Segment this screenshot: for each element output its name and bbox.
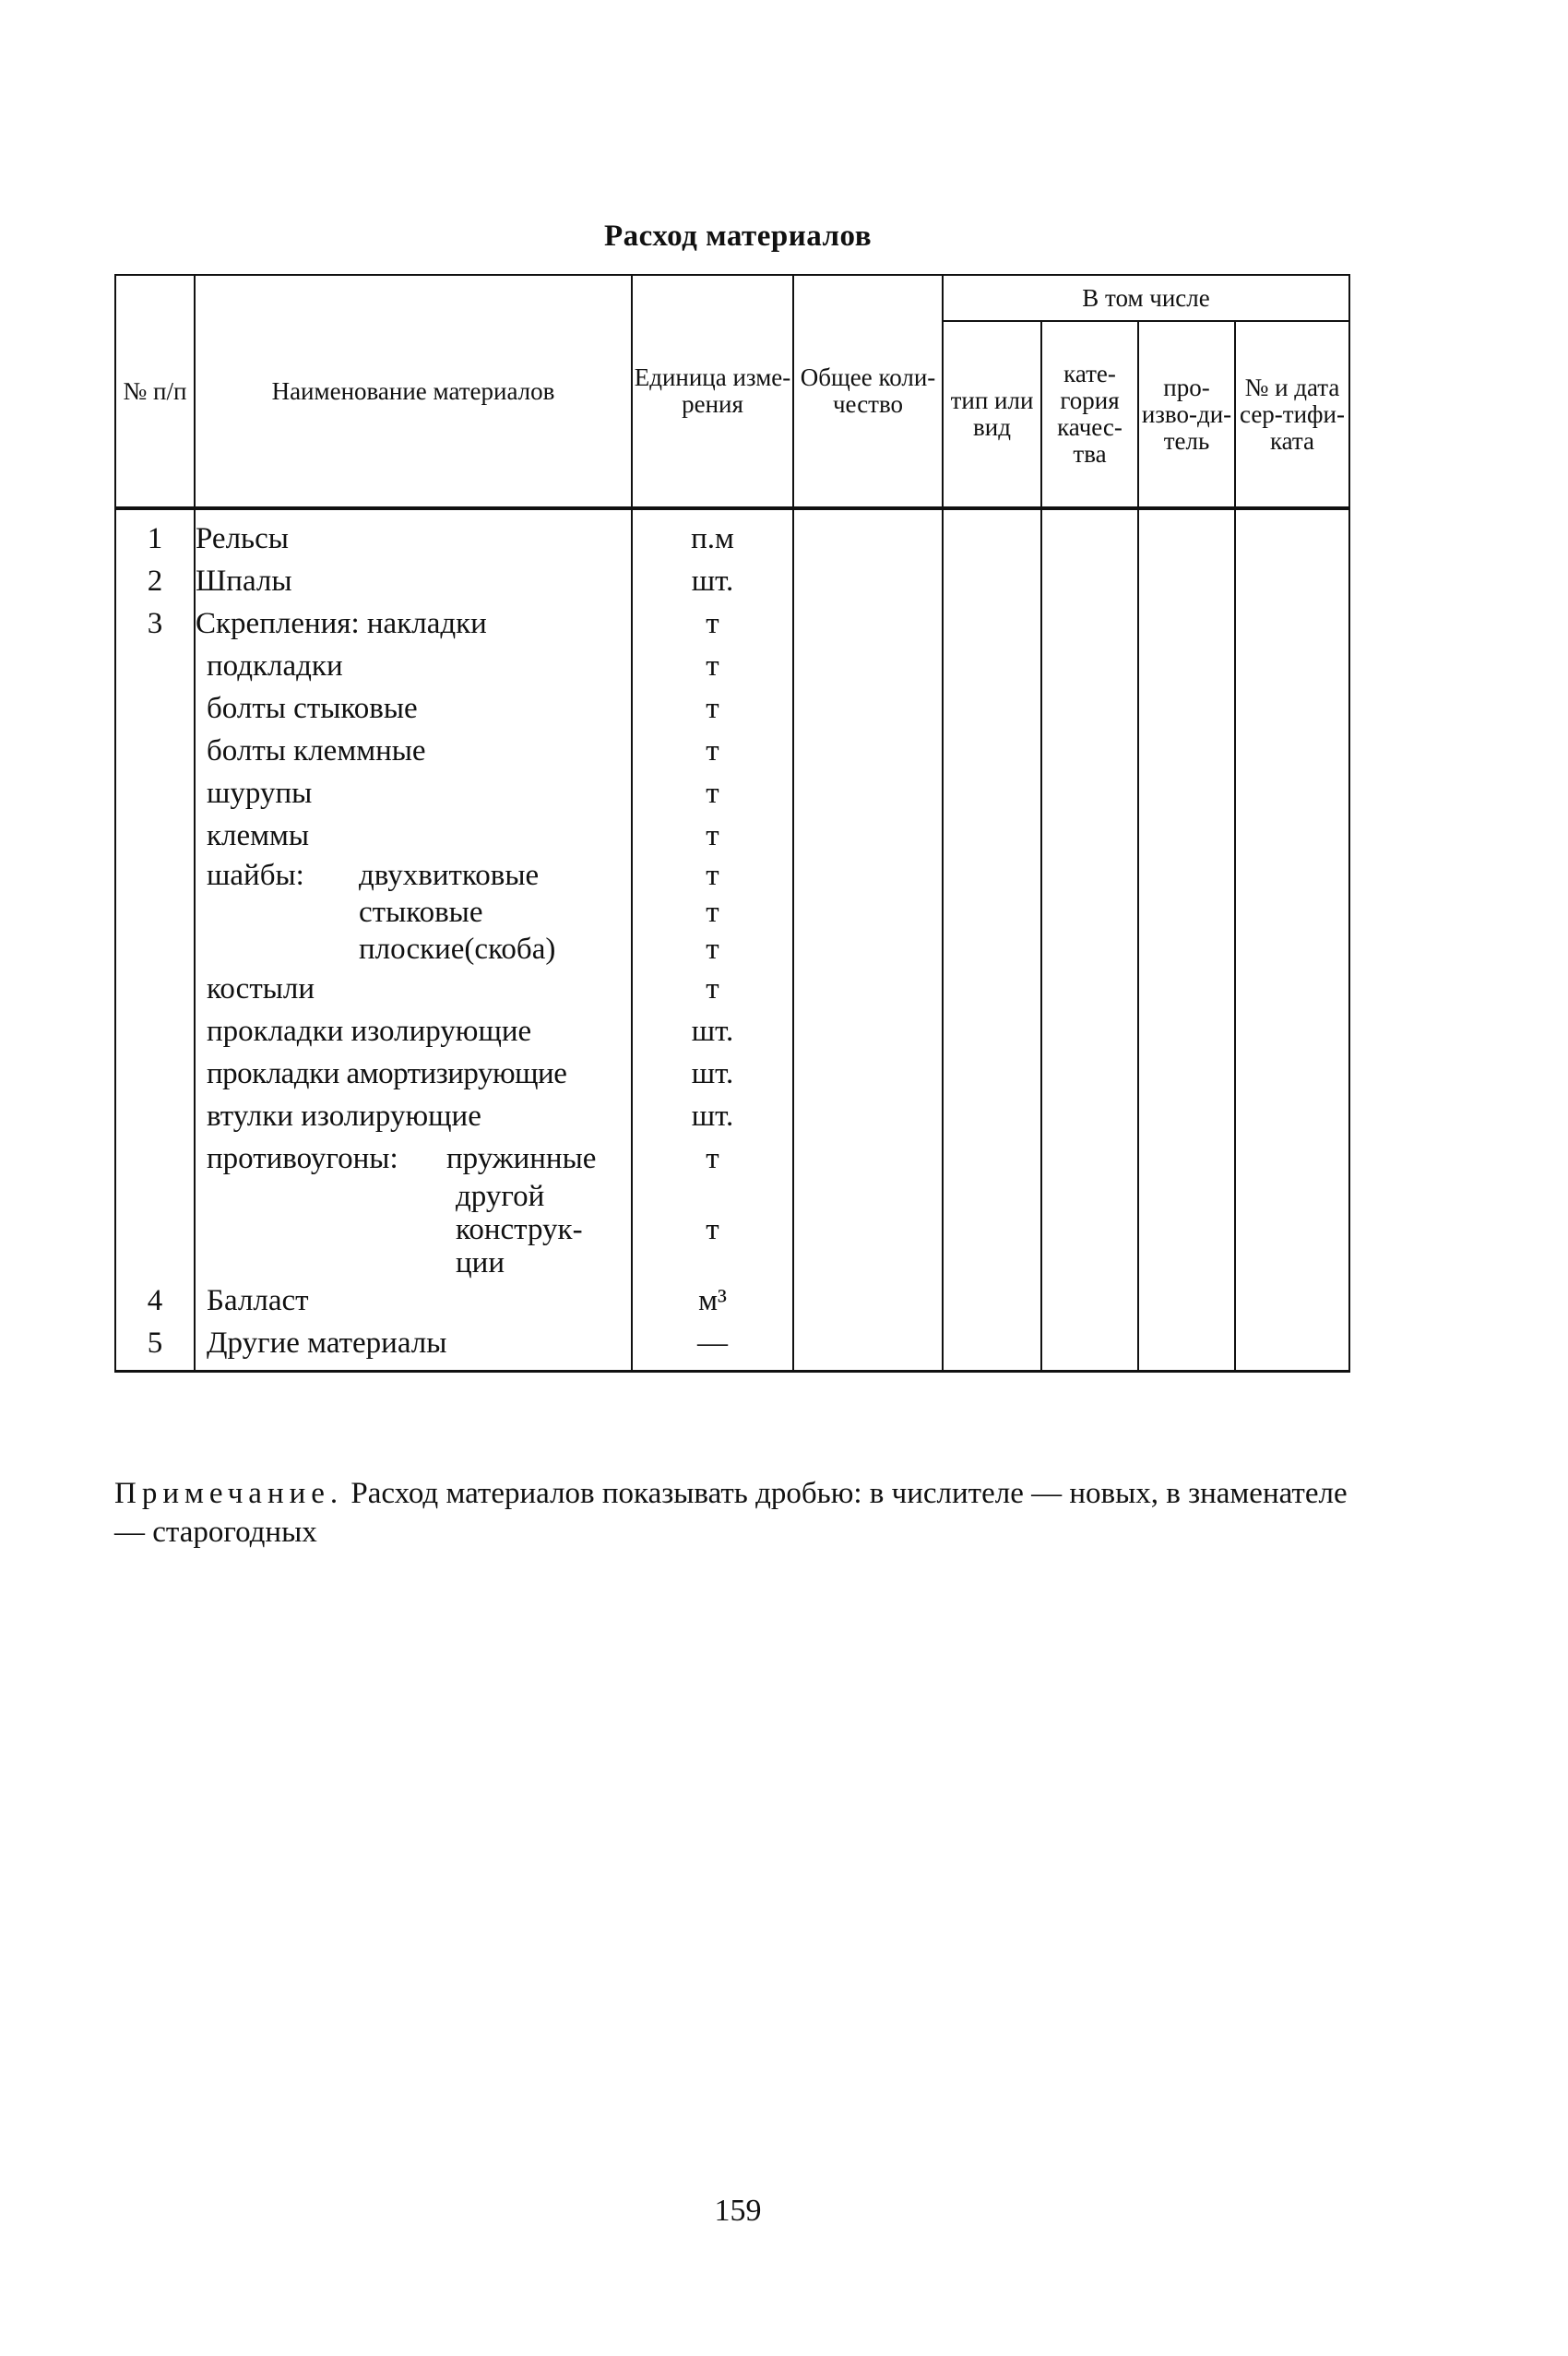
- row-num: 3: [115, 602, 195, 645]
- row-name: болты клеммные: [195, 730, 632, 772]
- row-num: 1: [115, 508, 195, 560]
- table-row: [115, 560, 1349, 602]
- table-row: [115, 931, 1349, 968]
- table-row: [115, 730, 1349, 772]
- row-unit: т: [632, 857, 793, 894]
- row-unit: —: [632, 1322, 793, 1372]
- row-unit: т: [632, 931, 793, 968]
- table-row: [115, 1010, 1349, 1053]
- row-unit: т: [632, 894, 793, 931]
- row-num: 2: [115, 560, 195, 602]
- row-num: [115, 1180, 195, 1279]
- col-header-total: Общее коли-чество: [793, 275, 943, 508]
- table-note: [114, 1474, 1350, 1552]
- table-row: [115, 968, 1349, 1010]
- row-unit: т: [632, 968, 793, 1010]
- row-name: Другие материалы: [195, 1322, 632, 1372]
- row-num: [115, 1095, 195, 1137]
- table-row: [115, 602, 1349, 645]
- row-unit: т: [632, 1180, 793, 1279]
- table-row: [115, 894, 1349, 931]
- row-num: [115, 1053, 195, 1095]
- row-num: [115, 931, 195, 968]
- col-header-num: № п/п: [115, 275, 195, 508]
- col-header-cert: № и дата сер-тифи-ката: [1235, 321, 1349, 508]
- row-num: [115, 894, 195, 931]
- col-header-producer: про-изво-ди-тель: [1138, 321, 1235, 508]
- row-name: шурупы: [195, 772, 632, 815]
- table-row: [115, 1053, 1349, 1095]
- row-num: [115, 687, 195, 730]
- row-num: [115, 1137, 195, 1180]
- row-name: Балласт: [195, 1279, 632, 1322]
- row-unit: шт.: [632, 1095, 793, 1137]
- row-name: Рельсы: [195, 508, 632, 560]
- table-row: [115, 508, 1349, 560]
- row-name-text: двухвитковые: [359, 859, 540, 892]
- table-row: [115, 857, 1349, 894]
- row-name: прокладки изолирующие: [195, 1010, 632, 1053]
- row-group-label: противоугоны:: [207, 1142, 398, 1175]
- col-header-unit: Единица изме-рения: [632, 275, 793, 508]
- row-unit: п.м: [632, 508, 793, 560]
- row-name: [195, 1180, 632, 1279]
- col-header-group: В том числе: [943, 275, 1349, 321]
- materials-table: [114, 274, 1350, 1373]
- row-name-text: стыковые: [359, 896, 483, 929]
- table-row: [115, 815, 1349, 857]
- row-name: Скрепления: накладки: [195, 602, 632, 645]
- row-num: [115, 857, 195, 894]
- row-name: костыли: [195, 968, 632, 1010]
- row-unit: шт.: [632, 560, 793, 602]
- row-num: [115, 772, 195, 815]
- row-name: Шпалы: [195, 560, 632, 602]
- table-row: [115, 1095, 1349, 1137]
- row-unit: т: [632, 687, 793, 730]
- table-row: [115, 1137, 1349, 1180]
- table-row: [115, 1180, 1349, 1279]
- table-row: [115, 772, 1349, 815]
- row-unit: т: [632, 1137, 793, 1180]
- row-num: [115, 968, 195, 1010]
- row-name: подкладки: [195, 645, 632, 687]
- row-unit: шт.: [632, 1010, 793, 1053]
- col-header-name: Наименование материалов: [195, 275, 632, 508]
- row-name-text: пружинные: [446, 1142, 597, 1175]
- row-num: 5: [115, 1322, 195, 1372]
- row-name: клеммы: [195, 815, 632, 857]
- col-header-type: тип или вид: [943, 321, 1041, 508]
- row-name-text: плоские(скоба): [359, 933, 556, 966]
- col-header-quality: кате-гория качес-тва: [1041, 321, 1138, 508]
- row-unit: т: [632, 645, 793, 687]
- table-row: [115, 687, 1349, 730]
- row-unit: т: [632, 815, 793, 857]
- table-row: [115, 645, 1349, 687]
- table-row: [115, 1279, 1349, 1322]
- row-name: втулки изолирующие: [195, 1095, 632, 1137]
- table-title: Расход материалов: [603, 220, 873, 253]
- row-unit: м³: [632, 1279, 793, 1322]
- row-num: [115, 645, 195, 687]
- row-name: [195, 1137, 632, 1180]
- note-text: Расход материалов показывать дробью: в числителе — новых, в знаменателе — старогодных: [114, 1477, 1348, 1549]
- row-name: [195, 931, 632, 968]
- row-num: 4: [115, 1279, 195, 1322]
- row-unit: шт.: [632, 1053, 793, 1095]
- row-unit: т: [632, 730, 793, 772]
- row-name: [195, 857, 632, 894]
- row-num: [115, 815, 195, 857]
- row-name: прокладки амортизирующие: [195, 1053, 632, 1095]
- row-num: [115, 730, 195, 772]
- row-name-text: другой конструк-ции: [456, 1180, 583, 1279]
- page-number: 159: [714, 2194, 762, 2228]
- row-unit: т: [632, 772, 793, 815]
- row-group-label: шайбы:: [207, 859, 304, 892]
- row-unit: т: [632, 602, 793, 645]
- row-num: [115, 1010, 195, 1053]
- row-name: [195, 894, 632, 931]
- row-name: болты стыковые: [195, 687, 632, 730]
- note-label: Примечание.: [114, 1477, 344, 1510]
- table-row: [115, 1322, 1349, 1372]
